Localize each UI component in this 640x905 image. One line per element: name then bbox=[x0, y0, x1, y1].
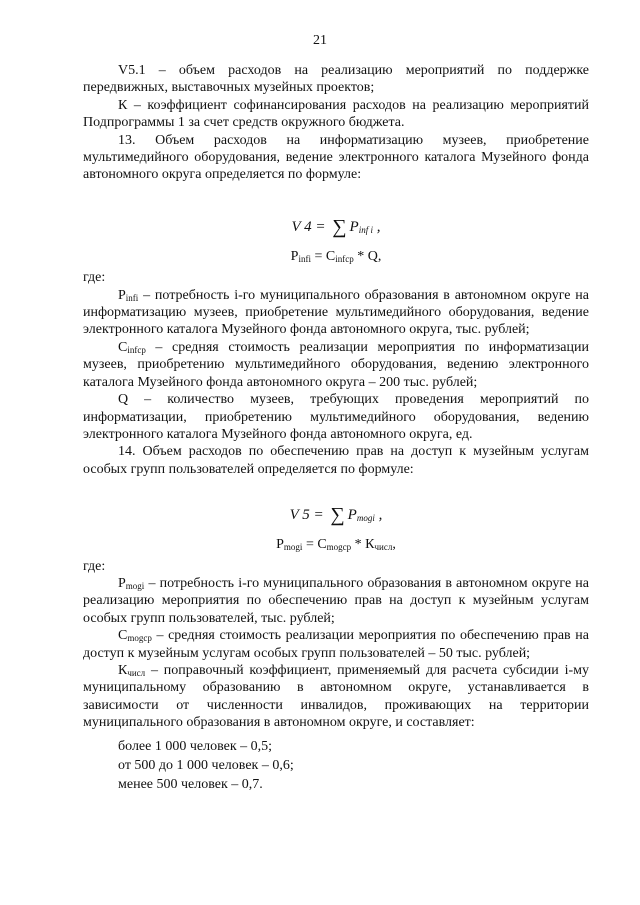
formula-pmogi bbox=[83, 536, 589, 553]
formula-pmogi-end: , bbox=[392, 537, 396, 553]
formula-pinfi-c-sub: infср bbox=[335, 253, 354, 264]
formula-v4-lhs: V 4 = bbox=[291, 218, 330, 235]
definition-kchisl bbox=[83, 662, 589, 732]
formula-pmogi-eq: = С bbox=[302, 537, 327, 553]
where-label-1: где: bbox=[83, 270, 106, 286]
where-label-2: где: bbox=[83, 558, 106, 574]
def-kchisl-symbol: К bbox=[118, 662, 128, 678]
grade-item: более 1 000 человек – 0,5; bbox=[118, 738, 273, 754]
formula-v5-var: P bbox=[347, 507, 357, 524]
page-number: 21 bbox=[313, 33, 327, 48]
formula-v5-sigma: ∑ bbox=[330, 504, 345, 527]
formula-pinfi-eq: = С bbox=[310, 248, 336, 264]
formula-v4-sigma: ∑ bbox=[332, 215, 347, 238]
def-pmogi-symbol: P bbox=[118, 575, 126, 591]
def-cinfcp-text: – средняя стоимость реализации мероприятия по информатизации музеев, приобретению мультимедийного оборудования, ведению электронного каталога Музейного фонда автономного округа – 200 тыс. рублей; bbox=[83, 339, 589, 390]
def-pinfi-sub: infi bbox=[125, 292, 139, 303]
definition-pinfi bbox=[83, 287, 589, 339]
formula-pinfi bbox=[83, 248, 589, 265]
definition-pmogi bbox=[83, 575, 589, 627]
def-cmogcp-sub: mogср bbox=[127, 633, 152, 644]
paragraph-13: 13. Объем расходов на информатизацию музеев, приобретение мультимедийного оборудования, ведение электронного каталога Музейного фонда автономного округа определяется по формуле: bbox=[83, 132, 589, 183]
formula-v5 bbox=[83, 502, 589, 527]
page-content bbox=[83, 62, 589, 794]
paragraph-k: К – коэффициент софинансирования расходов на реализацию мероприятий Подпрограммы 1 за счет средств окружного бюджета. bbox=[83, 97, 589, 131]
formula-v5-lhs: V 5 = bbox=[289, 507, 328, 524]
paragraph-v51: V5.1 – объем расходов на реализацию мероприятий по поддержке передвижных, выставочных музейных проектов; bbox=[83, 63, 589, 96]
formula-v5-tail: , bbox=[374, 507, 383, 524]
grade-item: от 500 до 1 000 человек – 0,6; bbox=[118, 758, 294, 773]
def-pmogi-sub: mogi bbox=[125, 580, 145, 591]
def-kchisl-text: – поправочный коэффициент, применяемый для расчета субсидии i-му муниципальному образованию в автономном округе, устанавливается в зависимости от численности инвалидов, проживающих на территории муниципального образования в автономном округе, и составляет: bbox=[83, 662, 589, 731]
formula-pinfi-tail: * Q, bbox=[353, 248, 382, 264]
formula-pinfi-p-sub: infi bbox=[298, 253, 311, 264]
definition-q: Q – количество музеев, требующих проведения мероприятий по информатизации, приобретению мультимедийного оборудования, ведению электронного каталога Музейного фонда автономного округа, ед. bbox=[83, 392, 589, 442]
def-pmogi-text: – потребность i-го муниципального образования в автономном округе на реализацию мероприятия по обеспечению прав на доступ к музейным услугам особых групп пользователей, тыс. рублей; bbox=[83, 575, 589, 626]
def-cmogcp-text: – средняя стоимость реализации мероприятия по обеспечению прав на доступ к музейным услугам особых групп пользователей – 50 тыс. рублей; bbox=[83, 628, 589, 661]
formula-pmogi-p: P bbox=[276, 537, 284, 553]
formula-pmogi-p-sub: mogi bbox=[283, 542, 303, 553]
formula-pmogi-tail: * К bbox=[351, 537, 375, 553]
def-cinfcp-symbol: С bbox=[118, 339, 128, 355]
formula-v4 bbox=[83, 214, 589, 236]
paragraph-14: 14. Объем расходов по обеспечению прав на доступ к музейным услугам особых групп пользователей определяется по формуле: bbox=[83, 444, 589, 477]
def-cmogcp-symbol: С bbox=[118, 628, 128, 644]
definition-cmogcp bbox=[83, 627, 589, 662]
def-kchisl-sub: числ bbox=[127, 667, 146, 678]
formula-pmogi-k-sub: числ bbox=[374, 542, 393, 553]
formula-v4-var: P bbox=[349, 218, 359, 235]
def-pinfi-symbol: P bbox=[118, 287, 126, 303]
grade-item: менее 500 человек – 0,7. bbox=[118, 777, 263, 793]
formula-pmogi-c-sub: mogср bbox=[326, 542, 352, 553]
formula-v4-sub: inf i bbox=[358, 224, 373, 235]
formula-v5-sub: mogi bbox=[356, 513, 375, 524]
formula-pinfi-p: P bbox=[290, 248, 299, 264]
definition-cinfcp bbox=[83, 339, 589, 391]
def-cinfcp-sub: infср bbox=[127, 344, 146, 355]
formula-v4-tail: , bbox=[372, 218, 381, 235]
def-pinfi-text: – потребность i-го муниципального образования в автономном округе на информатизацию музеев, приобретение мультимедийного оборудования, ведение электронного каталога Музейного фонда автономного округа, тыс. рублей; bbox=[83, 287, 589, 338]
